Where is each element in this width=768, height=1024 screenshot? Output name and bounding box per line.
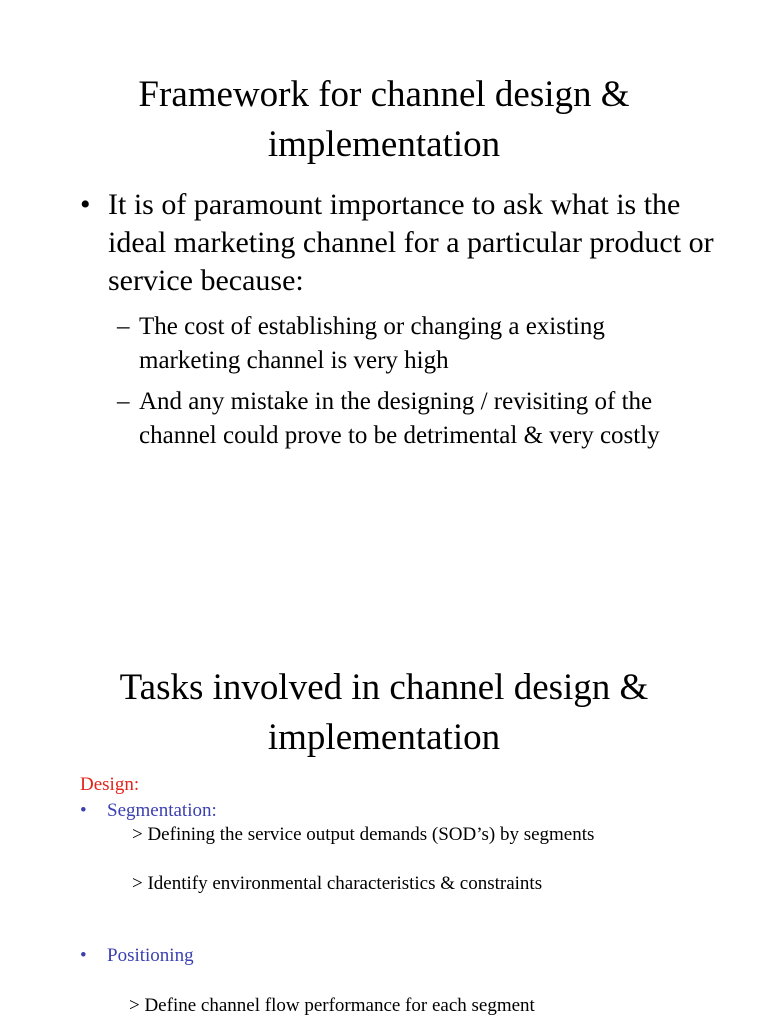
dash-marker: – (117, 313, 130, 340)
sub-item-text: And any mistake in the designing / revisiting of the channel could prove to be detrimental & very costly (139, 388, 660, 449)
slide-tasks (0, 640, 768, 1024)
sub-item-text: The cost of establishing or changing a existing marketing channel is very high (139, 313, 605, 374)
title-line-1: Tasks involved in channel design & (119, 667, 649, 708)
bullet-marker: • (80, 800, 87, 821)
segmentation-heading (80, 799, 217, 823)
title-line-2: implementation (267, 124, 501, 165)
slide-title (40, 663, 728, 763)
slide-title (40, 70, 728, 170)
dash-marker: – (117, 388, 130, 415)
segmentation-label: Segmentation: (107, 800, 217, 821)
sub-item (117, 310, 702, 378)
bullet-marker: • (80, 945, 87, 966)
positioning-detail: > Define channel flow performance for each segment (129, 995, 535, 1016)
design-label: Design: (80, 774, 140, 795)
bullet-marker: • (80, 188, 91, 221)
segmentation-detail: > Defining the service output demands (SOD’s) by segments (132, 824, 595, 845)
title-line-1: Framework for channel design & (138, 74, 630, 115)
sub-item (117, 385, 702, 453)
positioning-heading (80, 944, 194, 968)
positioning-label: Positioning (107, 945, 194, 966)
bullet-text: It is of paramount importance to ask what is the ideal marketing channel for a particular product or service because: (108, 188, 714, 297)
bullet-item (80, 186, 720, 300)
segmentation-detail: > Identify environmental characteristics & constraints (132, 873, 543, 894)
title-line-2: implementation (267, 717, 501, 758)
